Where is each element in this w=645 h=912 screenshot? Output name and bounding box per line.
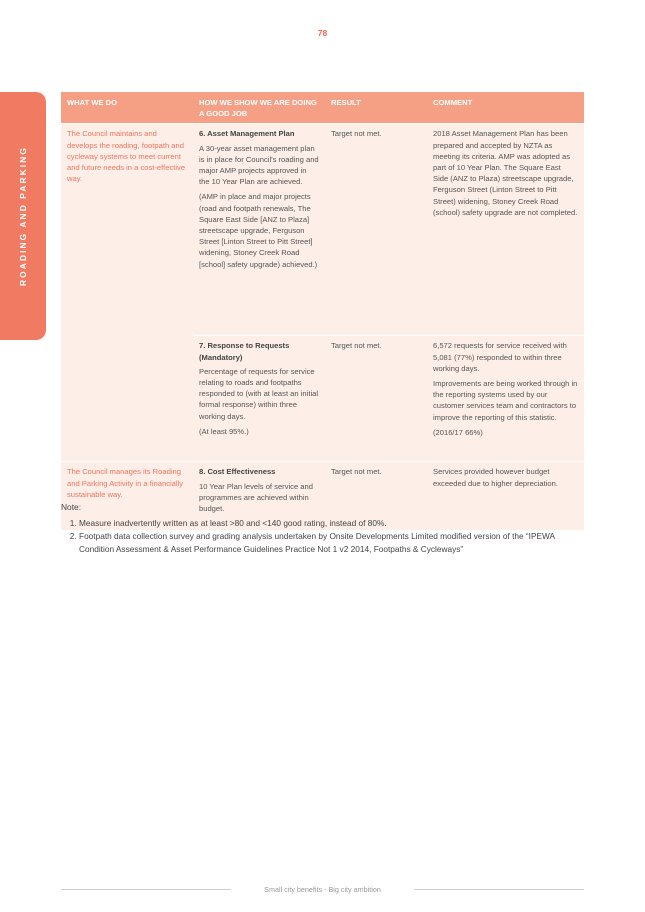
header-result: RESULT: [325, 92, 427, 124]
measure-cell: [193, 336, 325, 462]
notes-list: [67, 517, 589, 556]
measure-title: 6. Asset Management Plan: [199, 129, 295, 139]
header-what-we-do: WHAT WE DO: [61, 92, 193, 124]
what-we-do-cell: The Council manages its Roading and Parking Activity in a financially sustainable way.: [61, 462, 193, 530]
comment-cell: [427, 336, 584, 462]
section-side-tab-label: ROADING AND PARKING: [18, 146, 28, 286]
comment-text: 2018 Asset Management Plan has been prepared and accepted by NZTA as meeting its criteria. AMP was adopted as part of 10 Year Plan. The Square East Side (ANZ to Plaza) streetscape upgrade, Ferguson Street (Linton Street to Pitt Street) widening, Stoney Creek Road (school) safety upgrade are not completed.: [433, 129, 578, 217]
measure-text: Percentage of requests for service relating to roads and footpaths responded to (with at least an initial formal response) within three working days.: [199, 366, 319, 421]
table-row: [61, 124, 584, 336]
result-cell: Target not met.: [325, 336, 427, 462]
footer-tagline: Small city benefits - Big city ambition: [264, 885, 381, 894]
measure-text: A 30-year asset management plan is in place for Council's roading and major AMP projects approved in the 10 Year Plan are achieved.: [199, 143, 319, 187]
comment-cell: [427, 124, 584, 336]
table-row: [61, 336, 584, 462]
measure-title: 7. Response to Requests (Mandatory): [199, 341, 290, 362]
note-item: 1. Measure inadvertently written as at least >80 and <140 good rating, instead of 80%.: [79, 517, 589, 530]
measure-text: (AMP in place and major projects (road and footpath renewals, The Square East Side [ANZ to Plaza] streetscape upgrade, Ferguson Street [Linton Street to Pitt Street] widening, Stoney Creek Road [school] safety upgrade) achieved.): [199, 192, 318, 269]
header-how-we-show: HOW WE SHOW WE ARE DOING A GOOD JOB: [193, 92, 325, 124]
measure-title: 8. Cost Effectiveness: [199, 467, 276, 477]
result-cell: Target not met.: [325, 462, 427, 530]
performance-table: [61, 92, 584, 530]
result-cell: Target not met.: [325, 124, 427, 336]
comment-text: Improvements are being worked through in the reporting systems used by our customer services team and contractors to improve the reporting of this statistic.: [433, 379, 578, 422]
header-comment: COMMENT: [427, 92, 584, 124]
what-we-do-cell: [61, 336, 193, 462]
measure-cell: [193, 124, 325, 336]
what-we-do-cell: The Council maintains and develops the roading, footpath and cycleway systems to meet current and future needs in a cost-effective way.: [61, 124, 193, 336]
measure-text: 10 Year Plan levels of service and programmes are achieved within budget.: [199, 481, 313, 514]
note-item: 2. Footpath data collection survey and grading analysis undertaken by Onsite Developments Limited modified version of the “IPEWA Condition Assessment & Asset Performance Guidelines Practice Not 1 v2 2014, Footpaths & Cycleways”: [79, 530, 589, 556]
table-header-row: [61, 92, 584, 124]
comment-text: (2016/17 66%): [433, 427, 483, 437]
measure-text: (At least 95%.): [199, 426, 249, 436]
note-label: Note:: [61, 502, 82, 512]
comment-text: Services provided however budget exceeded due to higher depreciation.: [433, 467, 558, 488]
page-number: 78: [317, 28, 328, 38]
comment-text: 6,572 requests for service received with 5,081 (77%) responded to within three working days.: [433, 341, 567, 373]
